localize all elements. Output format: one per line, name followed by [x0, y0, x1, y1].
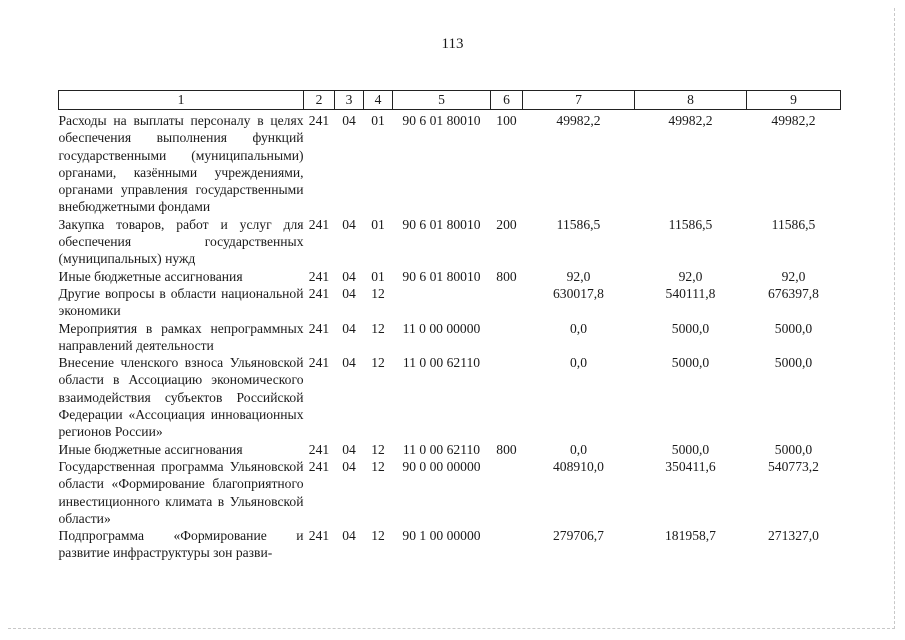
- header-cell-5: 5: [393, 91, 491, 110]
- header-cell-1: 1: [59, 91, 304, 110]
- header-cell-3: 3: [335, 91, 364, 110]
- amount-col-8: 49982,2: [668, 113, 713, 128]
- expense-type-code: [491, 285, 523, 320]
- amount-col-8: 5000,0: [671, 320, 710, 336]
- target-item-code: [393, 285, 491, 320]
- amount-col-9: 92,0: [781, 268, 806, 284]
- header-cell-6: 6: [491, 91, 523, 110]
- table-row: [59, 268, 841, 285]
- section-code: 04: [342, 441, 356, 457]
- amount-col-9: 11586,5: [771, 216, 816, 232]
- subsection-code: 12: [371, 285, 385, 301]
- expense-type-code: [491, 354, 523, 440]
- target-item-code: 11 0 00 00000: [402, 320, 481, 336]
- ministry-code: 241: [308, 458, 330, 474]
- section-code: 04: [342, 528, 356, 544]
- expense-name: Закупка товаров, работ и услуг для обеспечения государственных (муниципальных) нужд: [58, 216, 304, 267]
- section-code: 04: [342, 113, 356, 128]
- section-code: 04: [342, 355, 356, 371]
- amount-col-7: 0,0: [570, 441, 587, 457]
- subsection-code: 12: [371, 458, 385, 474]
- amount-col-7: 630017,8: [553, 285, 604, 301]
- header-cell-7: 7: [523, 91, 635, 110]
- expense-type-code: [491, 458, 523, 527]
- expense-name: Другие вопросы в области национальной экономики: [58, 285, 304, 319]
- target-item-code: 90 0 00 00000: [402, 458, 481, 474]
- amount-col-8: 540111,8: [665, 285, 716, 301]
- expense-name: Иные бюджетные ассигнования: [58, 268, 243, 284]
- expense-type-code: 800: [496, 268, 517, 284]
- section-code: 04: [342, 285, 356, 301]
- amount-col-9: 540773,2: [768, 458, 819, 474]
- amount-col-9: 676397,8: [768, 285, 819, 301]
- ministry-code: 241: [308, 528, 330, 544]
- expense-type-code: 800: [496, 441, 517, 457]
- expense-name: Расходы на выплаты персоналу в целях обеспечения выполнения функций государственными (муниципальными) органами, казёнными учреждениями, органами управления государственными внебюджетными фондами: [58, 113, 304, 215]
- subsection-code: 12: [371, 441, 385, 457]
- header-cell-9: 9: [747, 91, 841, 110]
- table-row: [59, 441, 841, 458]
- section-code: 04: [342, 458, 356, 474]
- amount-col-8: 350411,6: [665, 458, 716, 474]
- subsection-code: 12: [371, 320, 385, 336]
- table-row: [59, 320, 841, 355]
- table-row: [59, 527, 841, 562]
- target-item-code: 90 6 01 80010: [402, 216, 481, 232]
- ministry-code: 241: [308, 355, 330, 371]
- header-cell-2: 2: [304, 91, 335, 110]
- header-cell-8: 8: [635, 91, 747, 110]
- expense-name: Внесение членского взноса Ульяновской области в Ассоциацию экономического взаимодействия субъектов Российской Федерации «Ассоциация инновационных регионов России»: [58, 355, 304, 440]
- expense-name: Мероприятия в рамках непрограммных направлений деятельности: [58, 320, 304, 353]
- expense-type-code: [491, 320, 523, 355]
- target-item-code: 11 0 00 62110: [402, 441, 481, 457]
- amount-col-7: 49982,2: [556, 113, 601, 128]
- table-row: [59, 216, 841, 268]
- amount-col-8: 181958,7: [665, 528, 716, 544]
- target-item-code: 90 6 01 80010: [402, 268, 481, 284]
- amount-col-9: 5000,0: [774, 441, 813, 457]
- amount-col-9: 5000,0: [774, 355, 813, 371]
- expense-type-code: [491, 527, 523, 562]
- subsection-code: 01: [371, 268, 385, 284]
- amount-col-8: 5000,0: [671, 355, 710, 371]
- amount-col-9: 271327,0: [768, 528, 819, 544]
- page-number: 113: [441, 36, 464, 52]
- table-row: [59, 354, 841, 440]
- expense-name: Иные бюджетные ассигнования: [58, 441, 243, 457]
- expense-name: Государственная программа Ульяновской области «Формирование благоприятного инвестиционного климата в Ульяновской области»: [58, 458, 304, 526]
- header-row: [59, 91, 841, 110]
- ministry-code: 241: [308, 441, 330, 457]
- budget-table: [58, 90, 841, 562]
- amount-col-8: 5000,0: [671, 441, 710, 457]
- ministry-code: 241: [308, 113, 330, 128]
- amount-col-7: 11586,5: [556, 216, 601, 232]
- section-code: 04: [342, 268, 356, 284]
- amount-col-8: 11586,5: [668, 216, 713, 232]
- amount-col-8: 92,0: [678, 268, 703, 284]
- expense-type-code: 100: [496, 113, 517, 128]
- ministry-code: 241: [308, 216, 330, 232]
- section-code: 04: [342, 320, 356, 336]
- amount-col-7: 408910,0: [553, 458, 604, 474]
- target-item-code: 90 6 01 80010: [402, 113, 481, 128]
- amount-col-9: 49982,2: [771, 113, 816, 128]
- subsection-code: 01: [371, 113, 385, 128]
- table-row: [59, 110, 841, 216]
- amount-col-7: 279706,7: [553, 528, 604, 544]
- ministry-code: 241: [308, 285, 330, 301]
- table-row: [59, 285, 841, 320]
- amount-col-9: 5000,0: [774, 320, 813, 336]
- ministry-code: 241: [308, 320, 330, 336]
- subsection-code: 01: [371, 216, 385, 232]
- amount-col-7: 92,0: [566, 268, 591, 284]
- header-cell-4: 4: [364, 91, 393, 110]
- amount-col-7: 0,0: [570, 355, 587, 371]
- target-item-code: 11 0 00 62110: [402, 355, 481, 371]
- table-row: [59, 458, 841, 527]
- amount-col-7: 0,0: [570, 320, 587, 336]
- section-code: 04: [342, 216, 356, 232]
- subsection-code: 12: [371, 528, 385, 544]
- expense-type-code: 200: [496, 216, 517, 232]
- target-item-code: 90 1 00 00000: [402, 528, 481, 544]
- expense-name: Подпрограмма «Формирование и развитие инфраструктуры зон разви-: [58, 528, 304, 561]
- subsection-code: 12: [371, 355, 385, 371]
- ministry-code: 241: [308, 268, 330, 284]
